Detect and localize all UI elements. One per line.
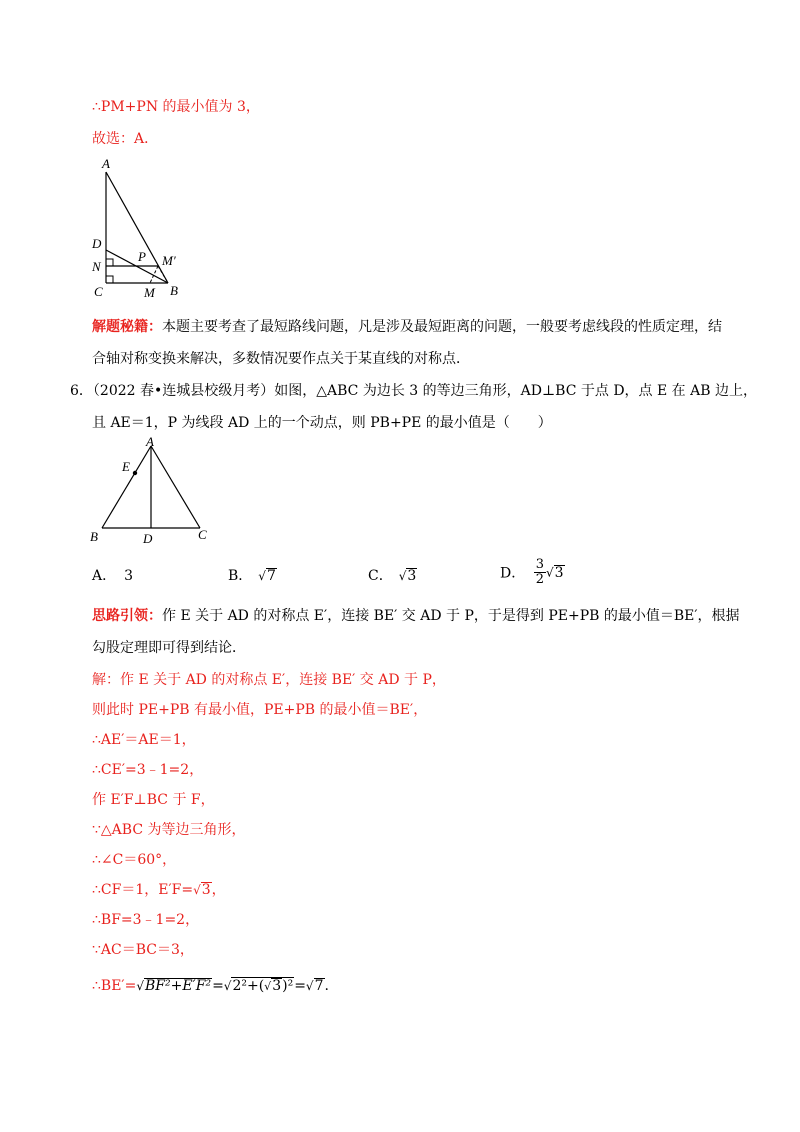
option-c-letter: C． <box>368 568 393 584</box>
option-a-value: 3 <box>124 568 134 584</box>
option-b-value: 7 <box>266 568 276 584</box>
solution-line-8-start: ∴CF＝1，E′F= <box>92 882 194 898</box>
option-d[interactable]: D． $\frac{3}{2}$ √3 <box>500 557 564 587</box>
fig1-label-n: N <box>92 259 101 274</box>
question-text-2: 且 AE＝1，P 为线段 AD 上的一个动点，则 PB+PE 的最小值是（ ） <box>92 415 552 431</box>
solution-line-7: ∴∠C＝60°， <box>92 852 177 868</box>
solution-line-5: 作 E′F⊥BC 于 F， <box>92 792 215 808</box>
solution-line-11-end: . <box>324 978 329 994</box>
tip-label: 解题秘籍： <box>92 319 162 335</box>
solution-line-11-radicand-2a: 2²+( <box>232 978 265 994</box>
fig2-label-c: C <box>198 527 207 542</box>
option-b-letter: B． <box>228 568 253 584</box>
solution-line-4: ∴CE′=3﹣1=2， <box>92 762 204 778</box>
hint-label: 思路引领： <box>92 608 162 624</box>
option-d-letter: D． <box>500 565 526 582</box>
solution-line-10: ∵AC＝BC＝3， <box>92 942 194 958</box>
solution-line-9: ∴BF=3﹣1=2， <box>92 912 200 928</box>
solution-line-11-radicand-2b: 3 <box>272 978 282 994</box>
fig1-label-m: M <box>144 285 155 300</box>
option-d-denominator: 2 <box>535 572 544 587</box>
figure-1 <box>88 155 188 300</box>
solution-line-8-radicand: 3 <box>201 882 211 898</box>
solution-line-11-radicand-3: 7 <box>314 978 324 994</box>
fig1-label-c: C <box>94 284 103 299</box>
figure-2 <box>86 436 216 548</box>
solution-line-8: ∴CF＝1，E′F=√3， <box>92 882 226 898</box>
option-b[interactable]: B． √7 <box>228 568 276 584</box>
solution-line-2: 则此时 PE+PB 有最小值，PE+PB 的最小值＝BE′， <box>92 702 428 718</box>
solution-line-11-eq-1: = <box>212 978 224 994</box>
question-line-1 <box>70 381 757 401</box>
option-d-radicand: 3 <box>554 564 564 581</box>
solution-line-3: ∴AE′＝AE＝1， <box>92 732 196 748</box>
option-a-letter: A． <box>92 568 117 584</box>
option-d-fraction <box>534 558 546 587</box>
solution-line-11-eq-2: = <box>294 978 306 994</box>
hint-text-2: 勾股定理即可得到结论． <box>92 640 246 656</box>
option-d-numerator: 3 <box>535 557 544 572</box>
tip-text-2: 合轴对称变换来解决，多数情况要作点关于某直线的对称点． <box>92 351 470 367</box>
solution-line-11-radicand-2c: )² <box>282 978 294 994</box>
fig2-label-a: A <box>146 436 154 449</box>
tip-line-1 <box>92 317 722 337</box>
option-c-value: 3 <box>407 568 417 584</box>
fig2-label-b: B <box>90 529 98 544</box>
fig1-label-p: P <box>138 249 146 264</box>
hint-line-1 <box>92 606 740 626</box>
solution-line-11-radicand-1: BF²+E′F² <box>144 978 212 994</box>
answer-line: 故选：A． <box>92 131 159 147</box>
solution-line-11: ∴BE′=√BF²+E′F²=√2²+(√3)²=√7. <box>92 978 329 994</box>
solution-line-8-end: ， <box>211 882 226 898</box>
conclusion-line: ∴PM+PN 的最小值为 3， <box>92 99 260 115</box>
tip-text-1: 本题主要考查了最短路线问题，凡是涉及最短距离的问题，一般要考虑线段的性质定理，结 <box>162 319 722 335</box>
option-a[interactable] <box>92 565 133 585</box>
fig2-label-d: D <box>143 531 153 546</box>
solution-line-6: ∵△ABC 为等边三角形， <box>92 822 246 838</box>
hint-text-1: 作 E 关于 AD 的对称点 E′，连接 BE′ 交 AD 于 P，于是得到 PE+PB 的最小值＝BE′，根据 <box>162 608 740 624</box>
fig1-label-d: D <box>92 236 102 251</box>
fig1-label-m-prime: M′ <box>162 253 176 268</box>
question-text-1: （2022 春•连城县校级月考）如图，△ABC 为边长 3 的等边三角形，AD⊥BC 于点 D，点 E 在 AB 边上， <box>92 383 757 399</box>
option-c[interactable]: C． √3 <box>368 568 417 584</box>
solution-line-11-start: ∴BE′= <box>92 978 137 994</box>
fig1-label-a: A <box>102 156 110 171</box>
fig2-label-e: E <box>122 459 130 474</box>
fig1-label-b: B <box>170 283 178 298</box>
question-number: 6． <box>70 383 93 399</box>
solution-line-1: 解：作 E 关于 AD 的对称点 E′，连接 BE′ 交 AD 于 P， <box>92 672 446 688</box>
